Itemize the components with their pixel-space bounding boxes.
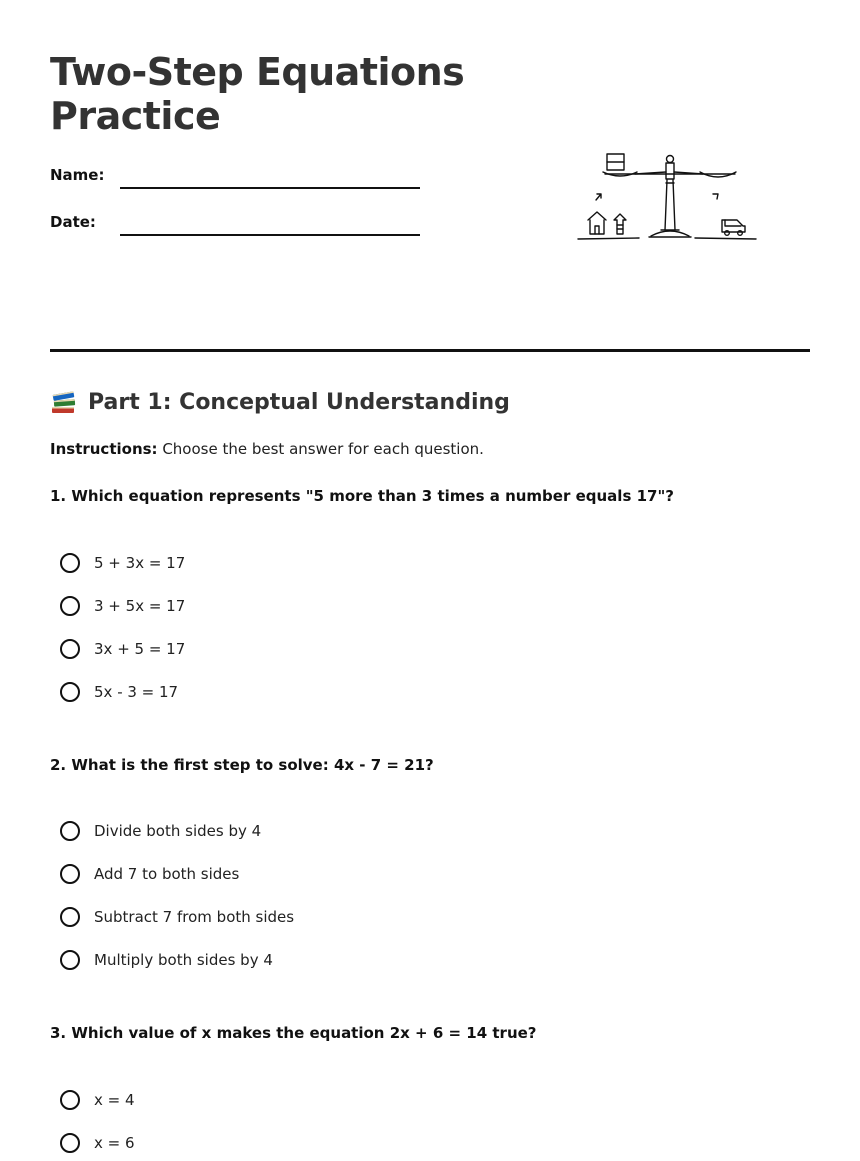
option-label: Add 7 to both sides	[94, 865, 240, 883]
instructions-label: Instructions:	[50, 440, 158, 458]
radio-button[interactable]	[60, 1133, 80, 1153]
books-icon	[50, 388, 78, 416]
option-label: x = 4	[94, 1091, 135, 1109]
q3-option-a[interactable]	[60, 1090, 135, 1110]
question-1: 1. Which equation represents "5 more than 3 times a number equals 17"?	[50, 487, 674, 505]
radio-button[interactable]	[60, 682, 80, 702]
question-2: 2. What is the first step to solve: 4x - 7 = 21?	[50, 756, 434, 774]
page-title	[50, 50, 464, 138]
option-label: 3 + 5x = 17	[94, 597, 186, 615]
instructions-text: Choose the best answer for each question.	[157, 440, 484, 458]
option-label: 5 + 3x = 17	[94, 554, 186, 572]
option-label: Multiply both sides by 4	[94, 951, 273, 969]
date-label: Date:	[50, 213, 96, 231]
radio-button[interactable]	[60, 1090, 80, 1110]
q2-option-c[interactable]	[60, 907, 294, 927]
date-field[interactable]	[120, 234, 420, 236]
part1-heading	[50, 388, 510, 416]
radio-button[interactable]	[60, 596, 80, 616]
radio-button[interactable]	[60, 864, 80, 884]
q2-option-d[interactable]	[60, 950, 273, 970]
q2-option-a[interactable]	[60, 821, 261, 841]
option-label: 3x + 5 = 17	[94, 640, 186, 658]
radio-button[interactable]	[60, 639, 80, 659]
title-line-2: Practice	[50, 94, 221, 138]
balance-scale-icon	[575, 150, 760, 242]
name-label: Name:	[50, 166, 105, 184]
q1-option-c[interactable]	[60, 639, 185, 659]
q3-option-b[interactable]	[60, 1133, 135, 1153]
question-3: 3. Which value of x makes the equation 2x + 6 = 14 true?	[50, 1024, 537, 1042]
radio-button[interactable]	[60, 950, 80, 970]
q2-option-b[interactable]	[60, 864, 239, 884]
q1-option-b[interactable]	[60, 596, 185, 616]
name-field[interactable]	[120, 187, 420, 189]
option-label: Divide both sides by 4	[94, 822, 262, 840]
part1-heading-text: Part 1: Conceptual Understanding	[88, 389, 510, 415]
q1-option-d[interactable]	[60, 682, 178, 702]
instructions	[50, 440, 484, 458]
option-label: x = 6	[94, 1134, 135, 1152]
radio-button[interactable]	[60, 821, 80, 841]
section-divider	[50, 349, 810, 352]
radio-button[interactable]	[60, 907, 80, 927]
option-label: Subtract 7 from both sides	[94, 908, 295, 926]
title-line-1: Two-Step Equations	[50, 50, 465, 94]
radio-button[interactable]	[60, 553, 80, 573]
q1-option-a[interactable]	[60, 553, 185, 573]
option-label: 5x - 3 = 17	[94, 683, 179, 701]
